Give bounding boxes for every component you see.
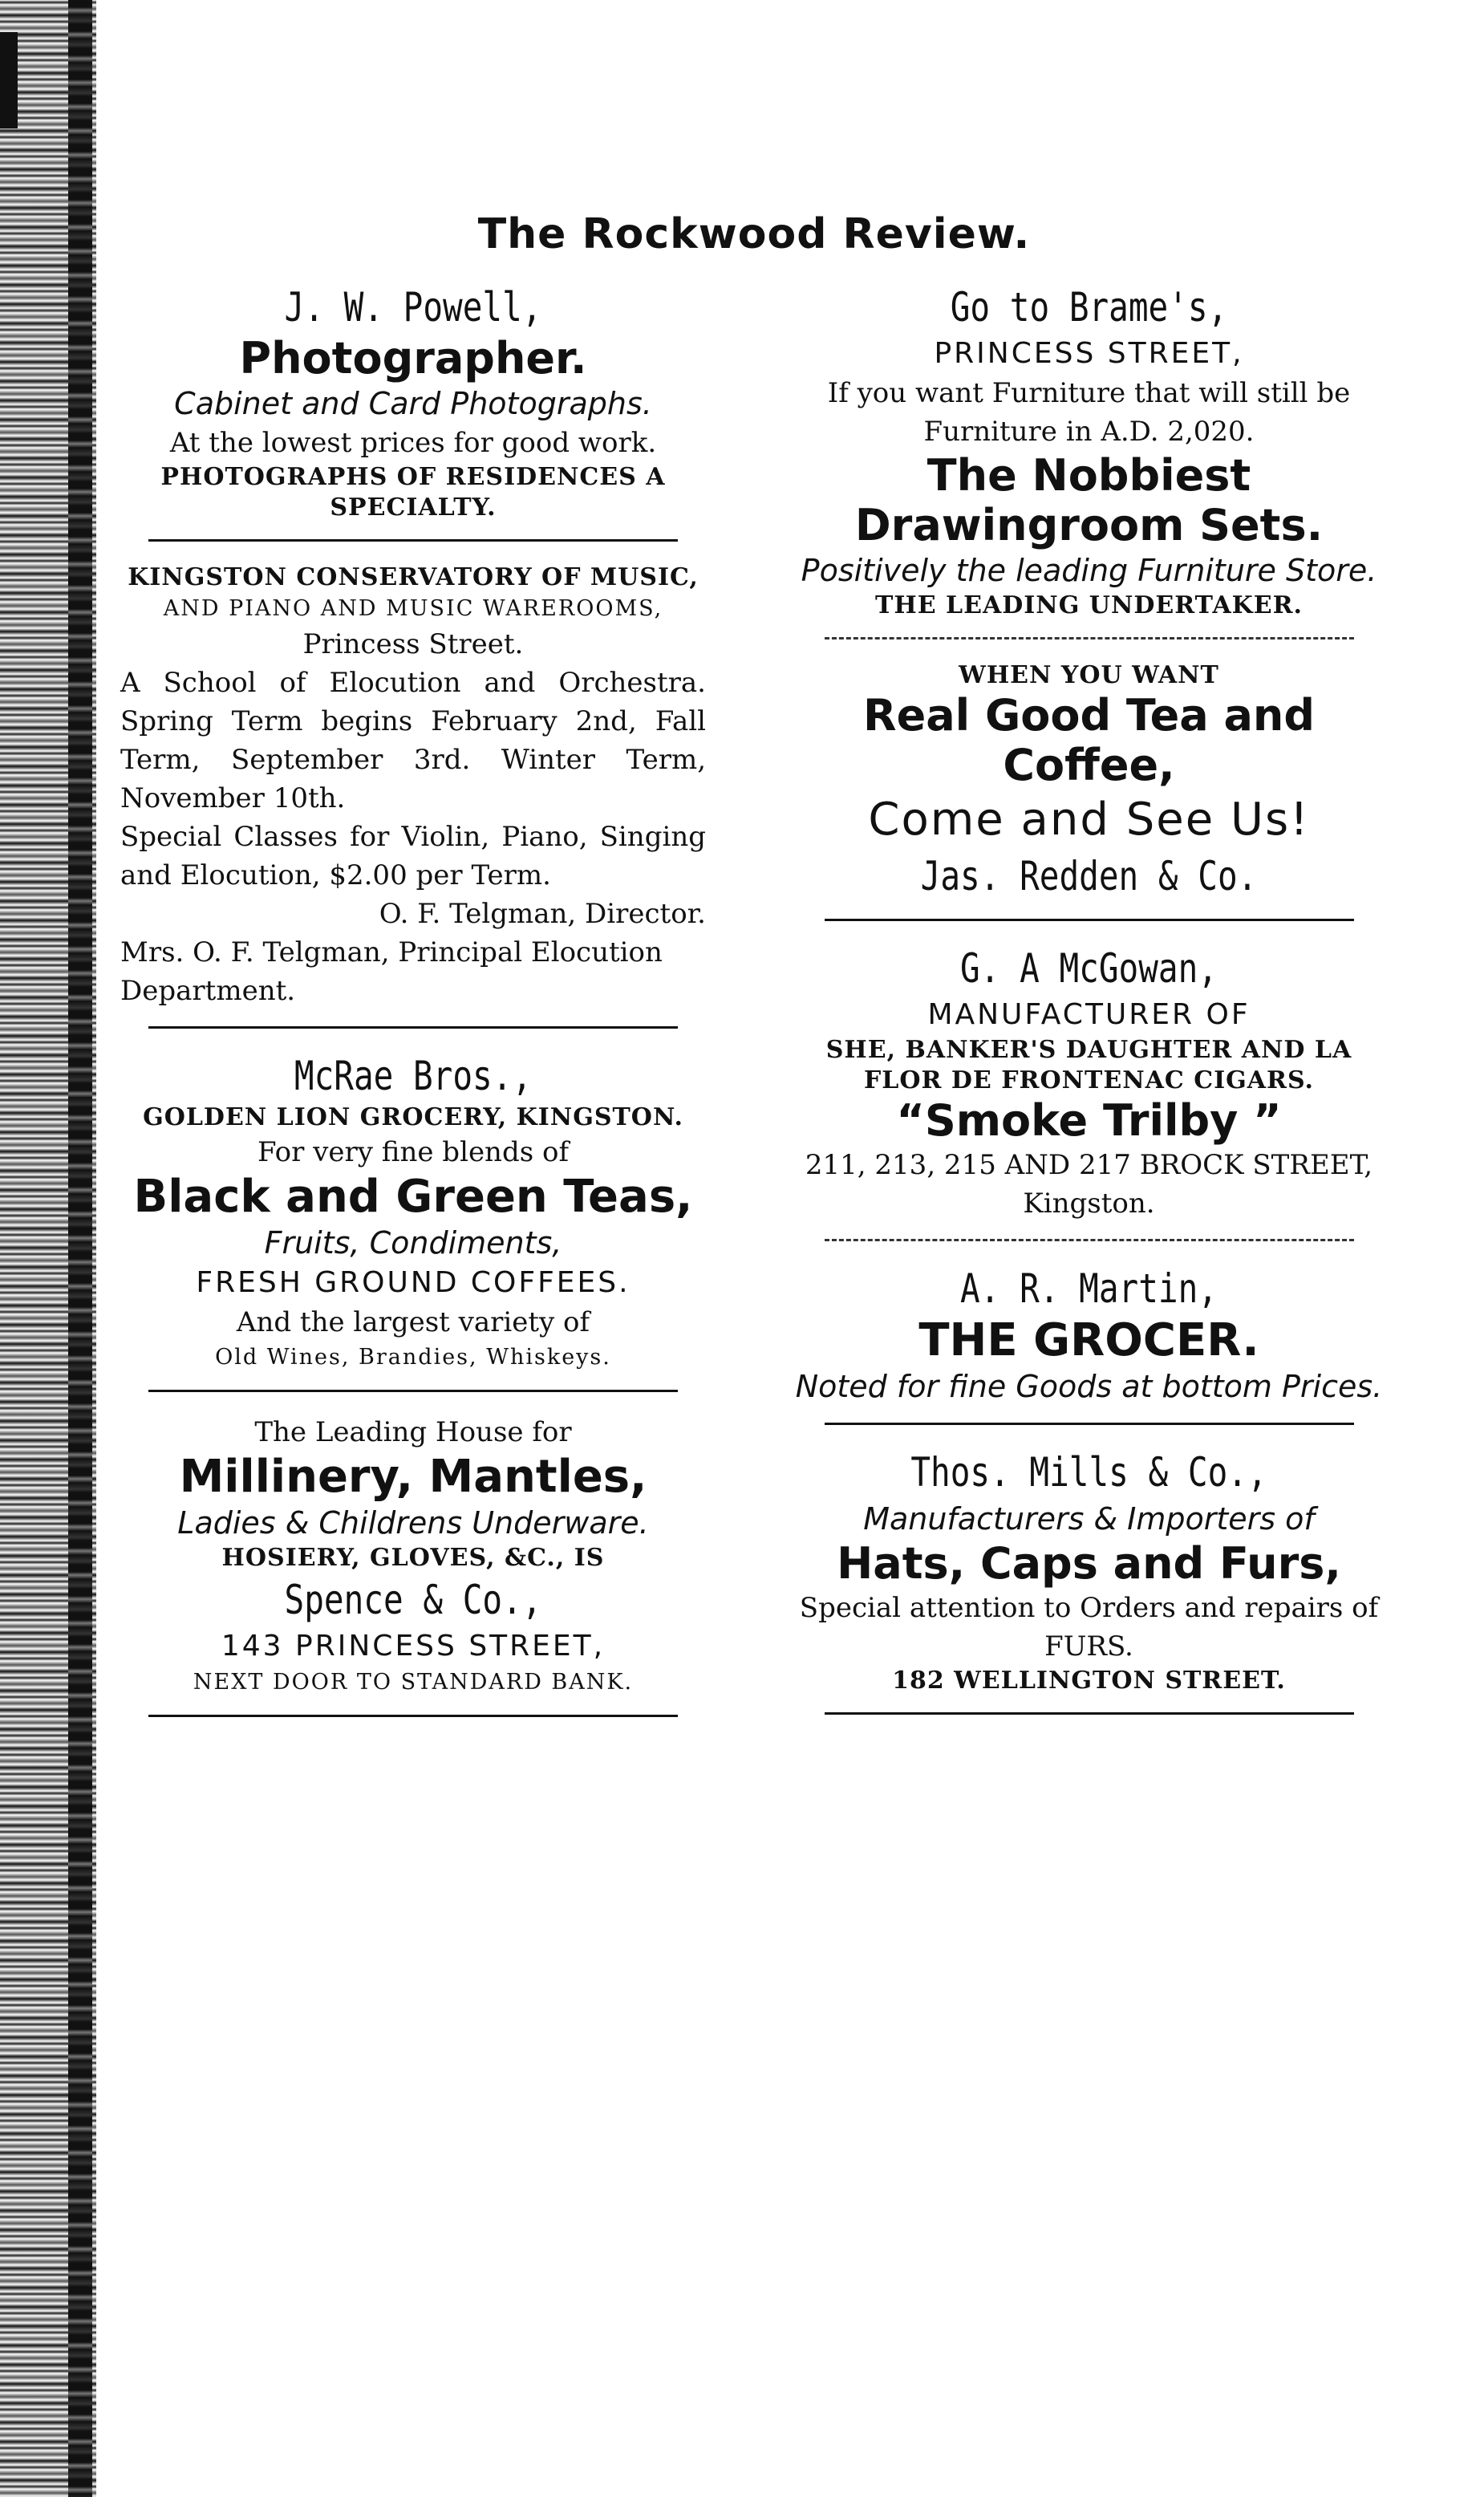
ad-mills [786,1446,1392,1696]
ad-brame-name: Go to Brame's, [950,284,1228,331]
ad-martin [786,1262,1392,1407]
divider [825,1239,1354,1241]
ad-mcgowan-line3: “Smoke Trilby ” [896,1095,1282,1146]
ad-redden-name: Jas. Redden & Co. [920,853,1258,899]
ad-powell-line3: PHOTOGRAPHS OF RESIDENCES A SPECIALTY. [160,463,666,522]
page-binding-mark [0,32,18,128]
ad-mills-name: Thos. Mills & Co., [910,1449,1267,1496]
ad-spence-line6: NEXT DOOR TO STANDARD BANK. [193,1670,634,1695]
ad-conservatory-para2: Special Classes for Violin, Piano, Singing and Elocution, $2.00 per Term. [120,821,706,891]
left-column [120,281,706,1738]
ad-mcrae-name: McRae Bros., [294,1053,533,1099]
ad-martin-name: A. R. Martin, [960,1265,1218,1312]
masthead: The Rockwood Review. [477,210,1031,258]
ad-redden-line3: Come and See Us! [868,794,1310,846]
divider [148,539,678,542]
ad-mcrae-line1: GOLDEN LION GROCERY, KINGSTON. [143,1103,683,1131]
ad-mcrae-line3: Black and Green Teas, [133,1171,693,1223]
ad-powell-name: J. W. Powell, [284,284,542,331]
ad-spence-line3: Ladies & Childrens Underware. [177,1505,649,1541]
ad-mills-line1: Manufacturers & Importers of [863,1501,1315,1537]
ad-powell-line1: Cabinet and Card Photographs. [174,386,652,421]
divider [148,1390,678,1392]
ad-mcgowan-line2: SHE, BANKER'S DAUGHTER AND LA FLOR DE FRONTENAC CIGARS. [825,1036,1352,1094]
ad-mills-line4: 182 WELLINGTON STREET. [892,1667,1286,1695]
ad-mcrae-line5: FRESH GROUND COFFEES. [196,1266,630,1299]
ad-mcgowan-name: G. A McGowan, [960,945,1218,992]
divider [825,919,1354,921]
ad-brame-line1: If you want Furniture that will still be Furniture in A.D. 2,020. [827,377,1351,448]
ad-spence-name: Spence & Co., [284,1577,542,1623]
ad-mcrae-line7: Old Wines, Brandies, Whiskeys. [215,1345,611,1370]
divider [148,1715,678,1717]
divider [825,637,1354,639]
ad-mcrae-line6: And the largest variety of [236,1306,590,1338]
ad-powell-title: Photographer. [239,333,587,384]
ad-conservatory-para1: A School of Elocution and Orchestra. Spring Term begins February 2nd, Fall Term, September 3rd. Winter Term, November 10th. [120,667,706,814]
ad-spence-line2: Millinery, Mantles, [179,1451,647,1503]
ad-brame-line3: Positively the leading Furniture Store. [801,553,1377,588]
page-binding-shadow [68,0,92,2497]
ad-mcrae [120,1050,706,1374]
ad-spence-line1: The Leading House for [254,1416,572,1448]
ad-conservatory-street: Princess Street. [302,628,524,660]
ad-mills-line2: Hats, Caps and Furs, [837,1538,1341,1589]
ad-martin-line2: Noted for fine Goods at bottom Prices. [795,1369,1383,1404]
ad-brame [786,281,1392,621]
ad-martin-line1: THE GROCER. [918,1314,1259,1366]
ad-conservatory-title: KINGSTON CONSERVATORY OF MUSIC, [128,563,699,591]
ad-redden [786,660,1392,903]
ad-mills-line3: Special attention to Orders and repairs of FURS. [799,1592,1379,1663]
ad-redden-line2: Real Good Tea and Coffee, [863,690,1315,790]
ad-mcgowan [786,942,1392,1223]
ad-redden-line1: WHEN YOU WANT [959,661,1219,689]
ad-conservatory-principal: Mrs. O. F. Telgman, Principal Elocution Department. [120,936,663,1007]
ad-mcrae-line2: For very fine blends of [257,1136,570,1168]
ad-mcgowan-line4: 211, 213, 215 AND 217 BROCK STREET, Kingston. [805,1149,1373,1220]
ad-brame-street: PRINCESS STREET, [934,337,1244,370]
ad-conservatory-director: O. F. Telgman, Director. [379,898,706,930]
ad-conservatory-subtitle: AND PIANO AND MUSIC WAREROOMS, [163,596,663,621]
right-column [786,281,1392,1736]
divider [148,1026,678,1029]
ad-mcrae-line4: Fruits, Condiments, [264,1225,562,1261]
ad-spence-line5: 143 PRINCESS STREET, [221,1630,606,1663]
ad-powell [120,281,706,523]
ad-powell-line2: At the lowest prices for good work. [169,427,657,459]
divider [825,1712,1354,1715]
ad-spence [120,1413,706,1699]
ad-conservatory [120,562,706,1010]
ad-spence-line4: HOSIERY, GLOVES, &C., IS [221,1544,605,1572]
ad-brame-line4: THE LEADING UNDERTAKER. [875,591,1303,619]
ad-mcgowan-line1: MANUFACTURER OF [927,998,1251,1031]
divider [825,1423,1354,1425]
ad-brame-line2: The Nobbiest Drawingroom Sets. [854,450,1324,550]
